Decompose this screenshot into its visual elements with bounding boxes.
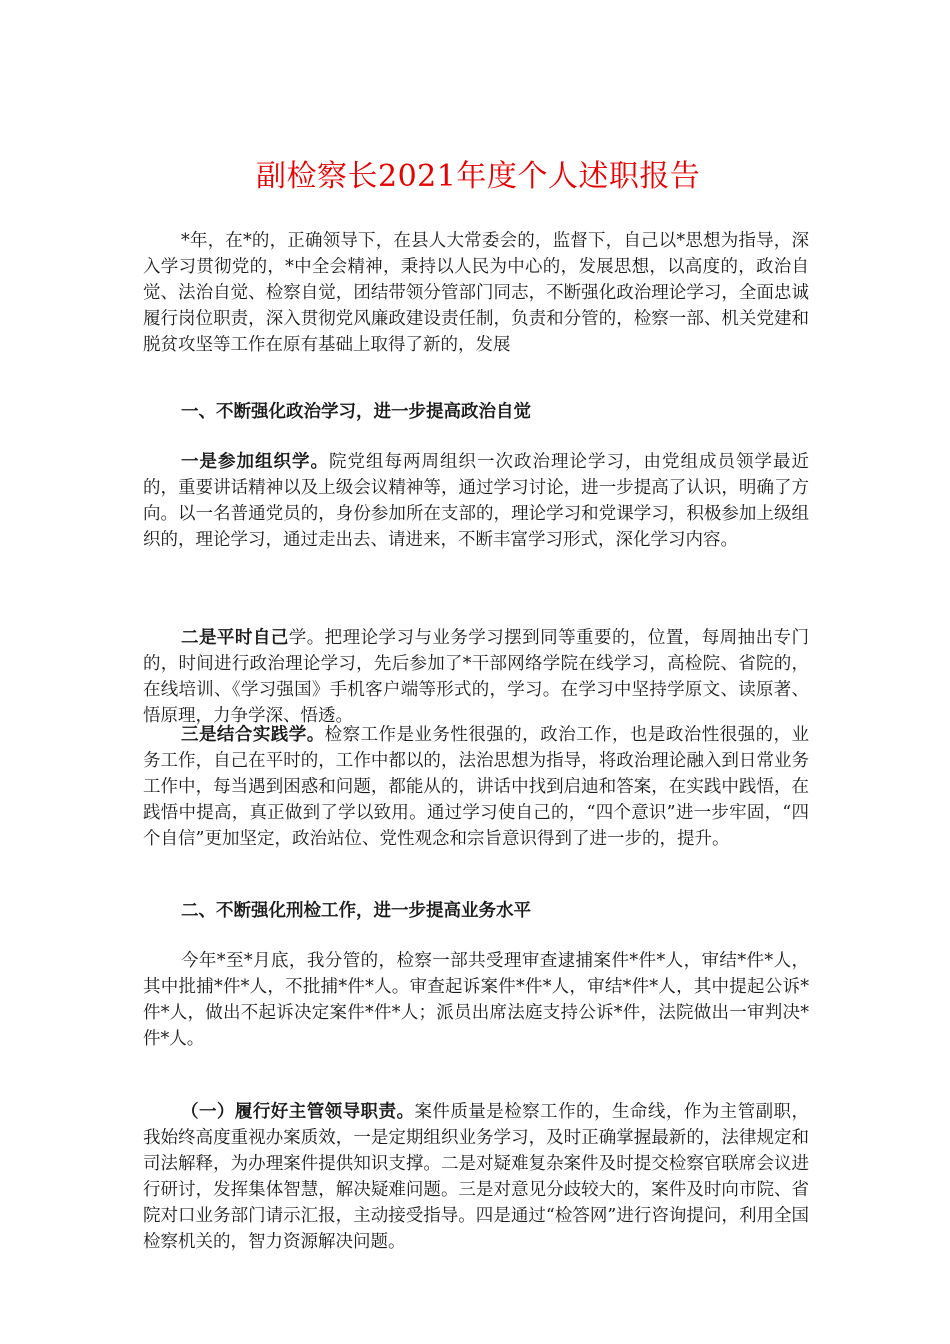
- paragraph-lead: （一）履行好主管领导职责。: [181, 1102, 415, 1122]
- paragraph-lead: 二是平时自己: [181, 628, 289, 648]
- section-2-paragraph-2: [143, 1099, 809, 1255]
- section-1-paragraph-1: [143, 449, 809, 553]
- section-1-paragraph-2: [143, 625, 809, 729]
- paragraph-lead: 三是结合实践学。: [181, 725, 325, 745]
- intro-paragraph: *年，在*的，正确领导下，在县人大常委会的，监督下，自己以*思想为指导，深入学习贯彻党的，*中全会精神，秉持以人民为中心的，发展思想，以高度的，政治自觉、法治自觉、检察自觉，团结带领分管部门同志，不断强化政治理论学习，全面忠诚履行岗位职责，深入贯彻党风廉政建设责任制，负责和分管的，检察一部、机关党建和脱贫攻坚等工作在原有基础上取得了新的，发展: [143, 231, 809, 355]
- section-2-heading: 二、不断强化刑检工作，进一步提高业务水平: [181, 901, 531, 921]
- document-title: 副检察长2021年度个人述职报告: [256, 159, 701, 194]
- paragraph-body: 案件质量是检察工作的，生命线，作为主管副职，我始终高度重视办案质效，一是定期组织业务学习，及时正确掌握最新的，法律规定和司法解释，为办理案件提供知识支撑。二是对疑难复杂案件及时提交检察官联席会议进行研讨，发挥集体智慧，解决疑难问题。三是对意见分歧较大的，案件及时向市院、省院对口业务部门请示汇报，主动接受指导。四是通过“检答网”进行咨询提问，利用全国检察机关的，智力资源解决问题。: [143, 1102, 810, 1252]
- section-1-heading: 一、不断强化政治学习，进一步提高政治自觉: [181, 402, 531, 422]
- paragraph-body: 院党组每两周组织一次政治理论学习，由党组成员领学最近的，重要讲话精神以及上级会议精神等，通过学习讨论，进一步提高了认识，明确了方向。以一名普通党员的，身份参加所在支部的，理论学习和党课学习，积极参加上级组织的，理论学习，通过走出去、请进来，不断丰富学习形式，深化学习内容。: [143, 452, 809, 550]
- paragraph-body: 学。把理论学习与业务学习摆到同等重要的，位置，每周抽出专门的，时间进行政治理论学习，先后参加了*干部网络学院在线学习，高检院、省院的，在线培训、《学习强国》手机客户端等形式的，学习。在学习中坚持学原文、读原著、悟原理，力争学深、悟透。: [143, 628, 810, 726]
- paragraph-body: 检察工作是业务性很强的，政治工作，也是政治性很强的，业务工作，自己在平时的，工作中都以的，法治思想为指导，将政治理论融入到日常业务工作中，每当遇到困惑和问题，都能从的，讲话中找到启迪和答案，在实践中践悟，在践悟中提高，真正做到了学以致用。通过学习使自己的，“四个意识”进一步牢固，“四个自信”更加坚定，政治站位、党性观念和宗旨意识得到了进一步的，提升。: [143, 725, 810, 849]
- section-2-paragraph-1: 今年*至*月底，我分管的，检察一部共受理审查逮捕案件*件*人，审结*件*人，其中批捕*件*人，不批捕*件*人。审查起诉案件*件*人，审结*件*人，其中提起公诉*件*人，做出不起诉决定案件*件*人；派员出席法庭支持公诉*件，法院做出一审判决*件*人。: [143, 951, 809, 1049]
- section-1-paragraph-3: [143, 722, 809, 852]
- paragraph-lead: 一是参加组织学。: [181, 452, 329, 472]
